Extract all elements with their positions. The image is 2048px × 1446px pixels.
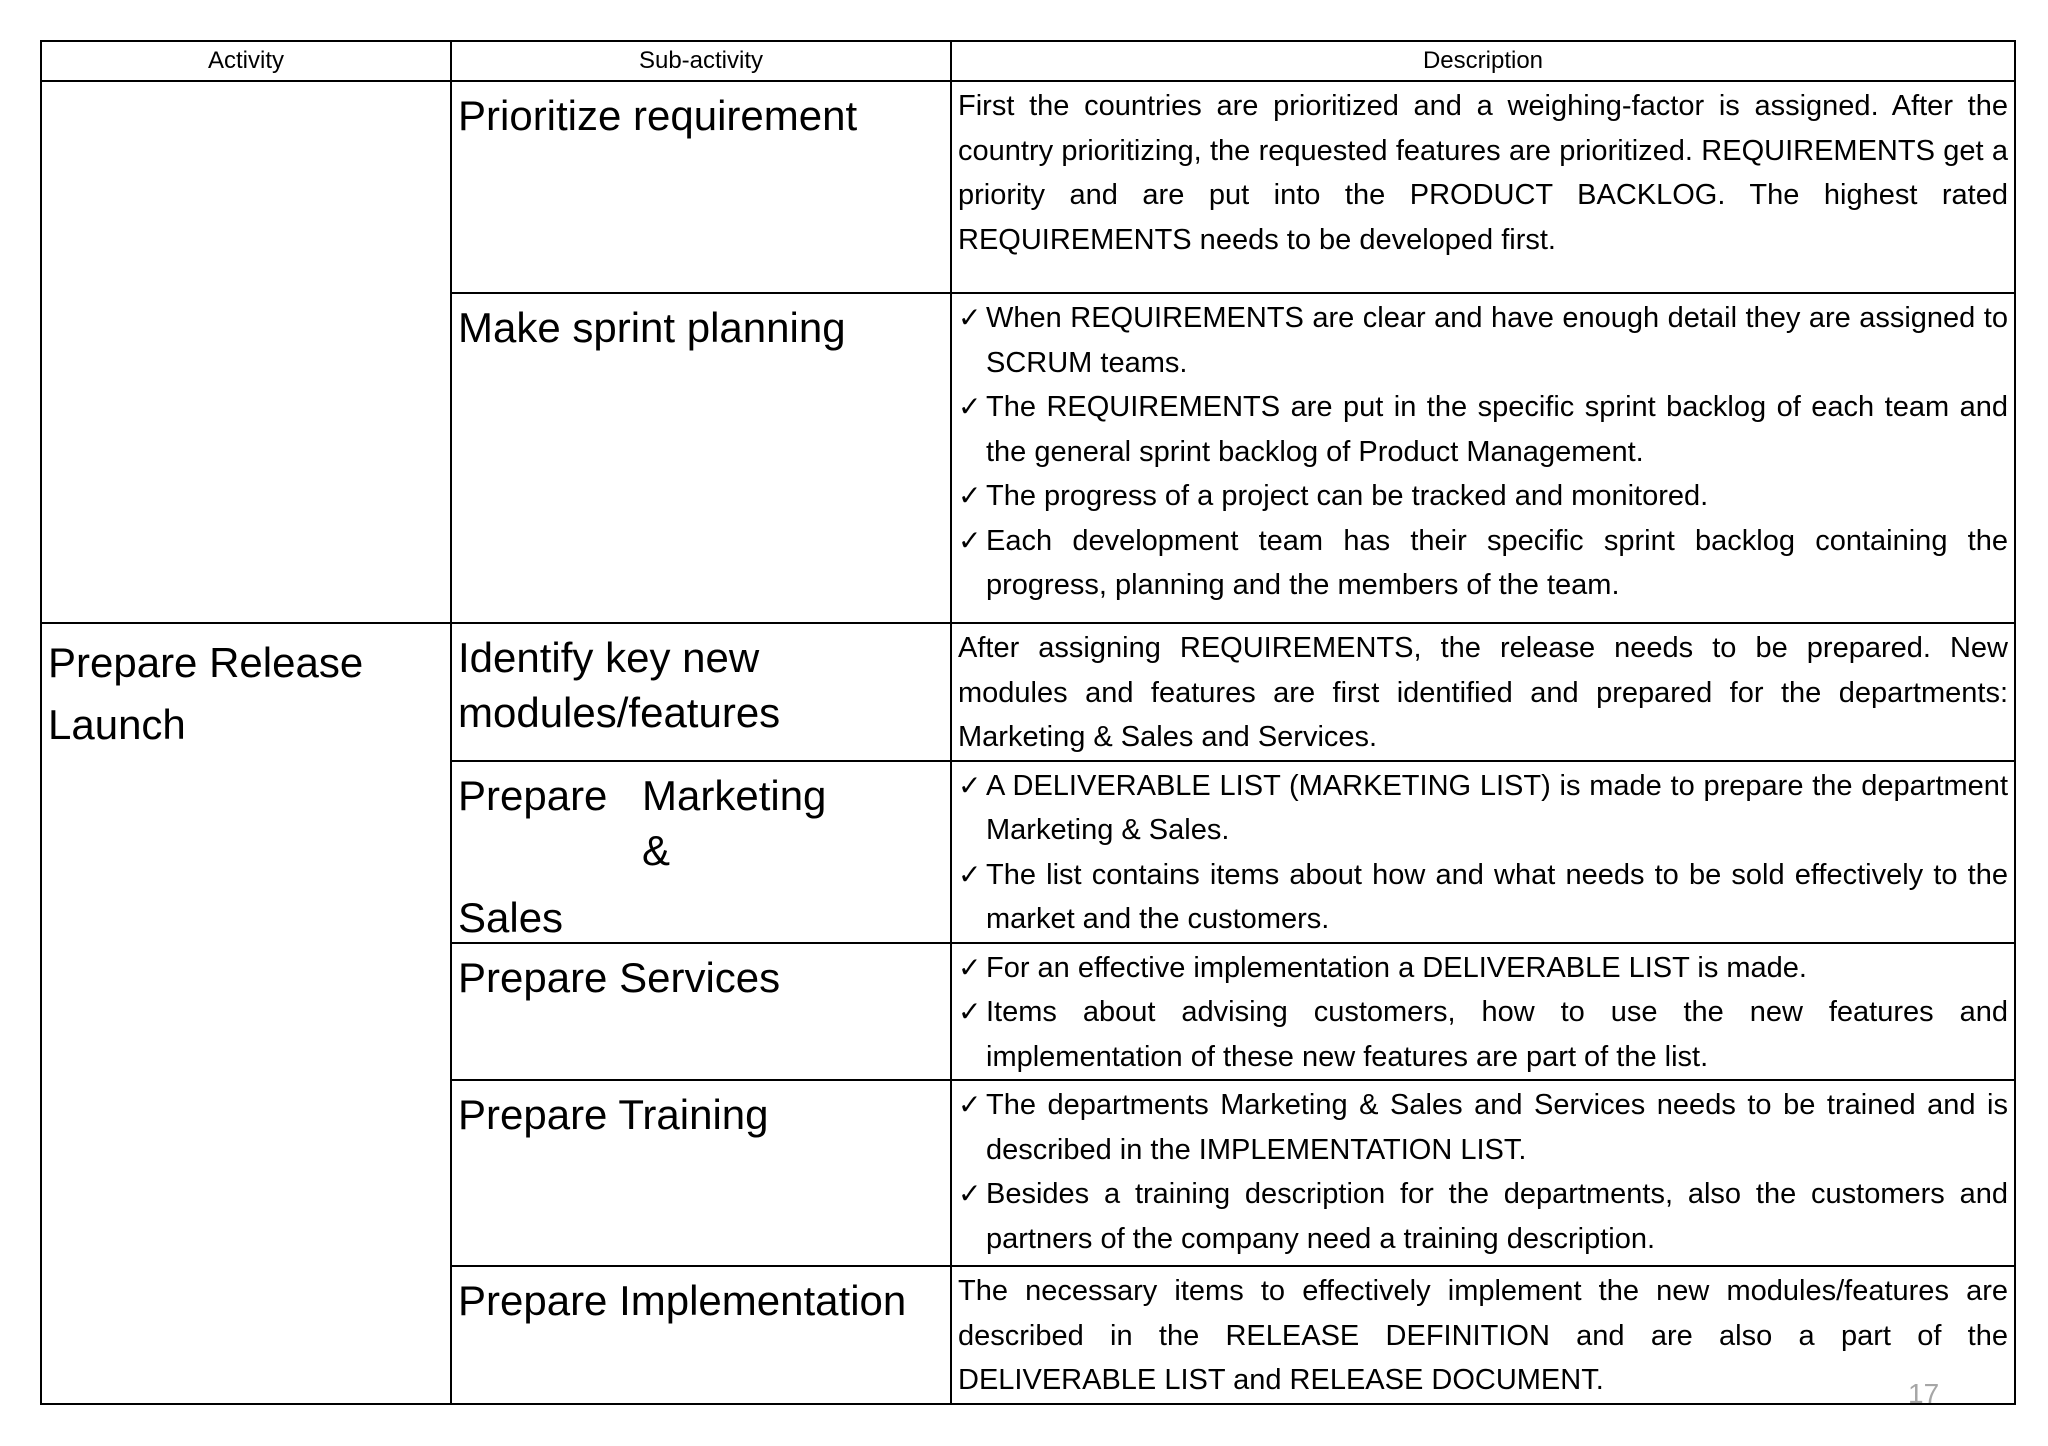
list-item — [958, 385, 2008, 474]
list-item — [958, 296, 2008, 385]
description-cell — [951, 1266, 2015, 1404]
table-header-row — [41, 41, 2015, 81]
description-text: The necessary items to effectively implement the new modules/features are described in the RELEASE DEFINITION and are also a part of the DELIVERABLE LIST and RELEASE DOCUMENT. — [958, 1275, 2008, 1396]
list-item-text: The departments Marketing & Sales and Services needs to be trained and is described in the IMPLEMENTATION LIST. — [986, 1089, 2008, 1166]
table-row — [41, 81, 2015, 293]
list-item — [958, 853, 2008, 942]
checkmark-icon: ✓ — [958, 1088, 982, 1121]
sub-activity-text: Prepare Training — [458, 1091, 769, 1138]
list-item-text: A DELIVERABLE LIST (MARKETING LIST) is made to prepare the department Marketing & Sales. — [986, 769, 2008, 846]
activity-cell — [41, 623, 451, 1404]
description-cell — [951, 943, 2015, 1081]
list-item — [958, 764, 2008, 853]
sub-activity-text: Identify key new modules/features — [458, 634, 781, 736]
description-cell — [951, 81, 2015, 293]
header-description: Description — [951, 41, 2015, 81]
description-text: First the countries are prioritized and a weighing-factor is assigned. After the country prioritizing, the requested features are prioritized. REQUIREMENTS get a priority and are put into the PRODUCT BACKLOG. The highest rated REQUIREMENTS needs to be developed first. — [958, 90, 2008, 256]
sub-activity-cell — [451, 1266, 951, 1404]
sub-activity-text: Prepare Implementation — [458, 1277, 907, 1324]
list-item — [958, 946, 2008, 991]
checklist — [952, 944, 2014, 1080]
sub-activity-cell — [451, 293, 951, 623]
list-item-text: The progress of a project can be tracked and monitored. — [986, 480, 1709, 512]
description-cell — [951, 1080, 2015, 1266]
sub-activity-cell — [451, 943, 951, 1081]
page-number: 17 — [1908, 1378, 1940, 1409]
checkmark-icon: ✓ — [958, 857, 982, 891]
checkmark-icon: ✓ — [958, 390, 982, 423]
activity-cell-empty — [41, 81, 451, 623]
sub-activity-text: Make sprint planning — [458, 304, 846, 351]
description-text: After assigning REQUIREMENTS, the release needs to be prepared. New modules and features are first identified and prepared for the departments: Marketing & Sales and Services. — [958, 632, 2008, 753]
checkmark-icon: ✓ — [958, 768, 982, 802]
checkmark-icon: ✓ — [958, 301, 982, 334]
checkmark-icon: ✓ — [958, 995, 982, 1028]
list-item — [958, 990, 2008, 1079]
header-activity: Activity — [41, 41, 451, 81]
checkmark-icon: ✓ — [958, 1177, 982, 1210]
activity-table — [40, 40, 2016, 1405]
table-row — [41, 623, 2015, 761]
checkmark-icon: ✓ — [958, 523, 982, 557]
sub-activity-word: Sales — [458, 893, 564, 941]
sub-activity-text — [452, 762, 950, 941]
sub-activity-text: Prepare Services — [458, 953, 781, 1001]
list-item-text: Each development team has their specific sprint backlog containing the progress, planning and the members of the team. — [986, 524, 2008, 601]
list-item — [958, 1083, 2008, 1172]
sub-activity-cell — [451, 623, 951, 761]
header-sub-activity: Sub-activity — [451, 41, 951, 81]
sub-activity-word: Prepare — [458, 771, 608, 819]
list-item — [958, 519, 2008, 608]
checkmark-icon: ✓ — [958, 479, 982, 512]
list-item-text: Items about advising customers, how to use the new features and implementation of these new features are part of the list. — [986, 996, 2008, 1073]
activity-text: Prepare Release Launch — [48, 639, 364, 748]
checklist — [952, 762, 2014, 942]
sub-activity-cell — [451, 1080, 951, 1266]
sub-activity-cell — [451, 761, 951, 943]
list-item — [958, 1172, 2008, 1261]
sub-activity-cell — [451, 81, 951, 293]
description-cell — [951, 293, 2015, 623]
list-item — [958, 474, 2008, 519]
list-item-text: The list contains items about how and what needs to be sold effectively to the market and the customers. — [986, 858, 2008, 935]
sub-activity-word: & — [642, 826, 671, 874]
list-item-text: Besides a training description for the departments, also the customers and partners of the company need a training description. — [986, 1178, 2008, 1255]
checklist — [952, 1081, 2014, 1261]
sub-activity-word: Marketing — [642, 771, 827, 819]
checklist — [952, 294, 2014, 608]
description-cell — [951, 623, 2015, 761]
list-item-text: When REQUIREMENTS are clear and have enough detail they are assigned to SCRUM teams. — [986, 302, 2008, 379]
checkmark-icon: ✓ — [958, 950, 982, 984]
list-item-text: For an effective implementation a DELIVERABLE LIST is made. — [986, 951, 1807, 984]
description-cell — [951, 761, 2015, 943]
list-item-text: The REQUIREMENTS are put in the specific sprint backlog of each team and the general sprint backlog of Product Management. — [986, 391, 2008, 468]
sub-activity-text: Prioritize requirement — [458, 92, 858, 139]
